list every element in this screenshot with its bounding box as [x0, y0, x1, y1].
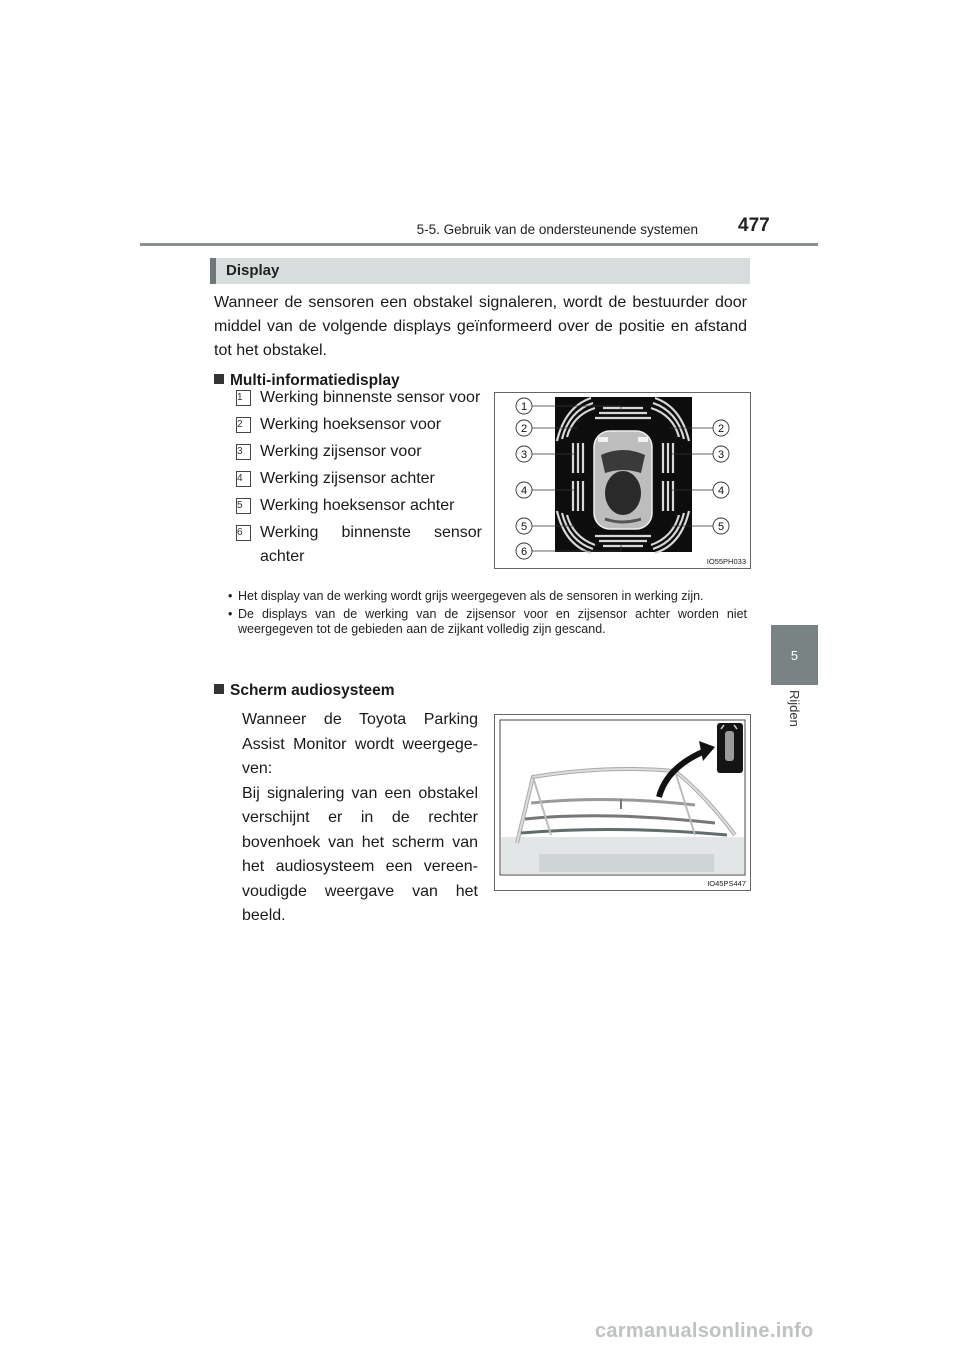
callout-right-5: 5 — [717, 521, 725, 533]
audio-screen-illustration — [495, 715, 750, 890]
figure-code: IO55PH033 — [706, 557, 746, 566]
list-item-text: Werking binnenste sensor achter — [260, 524, 482, 565]
list-item-text: Werking hoeksensor achter — [260, 497, 455, 514]
audio-paragraph-2: Bij signalering van een obstakel verschijnt er in de rechter bovenhoek van het scherm van het audiosysteem een vereen-voudigde weergave van het beeld. — [242, 784, 478, 924]
callout-number: 3 — [236, 444, 251, 460]
callout-left-3: 3 — [520, 449, 528, 461]
intro-text: Wanneer de sensoren een obstakel signaleren, wordt de bestuurder door middel van de volgende displays geïnformeerd over de positie en afstand tot het obstakel. — [214, 294, 747, 359]
section-accent — [210, 258, 216, 284]
sensor-display-figure — [494, 392, 751, 569]
notes-list — [214, 589, 747, 638]
audio-paragraph-1: Wanneer de Toyota Parking Assist Monitor wordt weergege-ven: — [242, 711, 478, 777]
audio-paragraph — [242, 708, 478, 929]
list-item — [236, 386, 482, 410]
audio-heading — [214, 682, 395, 700]
sensor-list — [236, 386, 482, 569]
list-item-text: Werking binnenste sensor voor — [260, 389, 481, 406]
audio-heading-text: Scherm audiosysteem — [230, 682, 395, 699]
callout-number: 2 — [236, 417, 251, 433]
note-text: Het display van de werking wordt grijs weergegeven als de sensoren in werking zijn. — [238, 589, 704, 603]
list-item — [236, 467, 482, 491]
callout-number: 5 — [236, 498, 251, 514]
watermark: carmanualsonline.info — [595, 1320, 814, 1342]
callout-right-2: 2 — [717, 423, 725, 435]
list-item — [236, 494, 482, 518]
section-header-bar — [210, 258, 750, 284]
list-item — [236, 440, 482, 464]
callout-left-5: 5 — [520, 521, 528, 533]
callout-left-1: 1 — [520, 401, 528, 413]
audio-screen-figure — [494, 714, 751, 891]
callout-left-2: 2 — [520, 423, 528, 435]
sensor-display-illustration — [495, 393, 750, 568]
callout-right-3: 3 — [717, 449, 725, 461]
page-number: 477 — [738, 215, 770, 236]
chapter-tab — [771, 625, 818, 685]
square-bullet-icon — [214, 684, 224, 694]
note-item: • De displays van de werking van de zijsensor voor en zijsensor achter worden niet weergegeven tot de gebieden aan de zijkant volledig zijn gescand. — [228, 606, 747, 636]
callout-number: 4 — [236, 471, 251, 487]
list-item-text: Werking zijsensor voor — [260, 443, 422, 460]
note-item: • Het display van de werking wordt grijs weergegeven als de sensoren in werking zijn. — [228, 589, 704, 603]
chapter-label: Rijden — [787, 690, 802, 727]
callout-right-4: 4 — [717, 485, 725, 497]
chapter-number: 5 — [790, 647, 799, 663]
list-item — [236, 413, 482, 437]
list-item-text: Werking hoeksensor voor — [260, 416, 442, 433]
callout-left-4: 4 — [520, 485, 528, 497]
intro-paragraph — [214, 291, 747, 393]
header-divider — [140, 243, 818, 246]
list-item — [236, 521, 482, 569]
square-bullet-icon — [214, 374, 224, 384]
header-section-title: 5-5. Gebruik van de ondersteunende systemen — [416, 222, 698, 237]
multi-info-heading-text: Multi-informatiedisplay — [230, 372, 400, 389]
callout-left-6: 6 — [520, 546, 528, 558]
callout-number: 6 — [236, 525, 251, 541]
section-title: Display — [226, 262, 280, 279]
note-text: De displays van de werking van de zijsensor voor en zijsensor achter worden niet weergegeven tot de gebieden aan de zijkant volledig zijn gescand. — [238, 606, 747, 636]
list-item-text: Werking zijsensor achter — [260, 470, 435, 487]
figure-code: IO45PS447 — [707, 879, 746, 888]
callout-number: 1 — [236, 390, 251, 406]
chapter-label-wrap — [772, 690, 816, 750]
